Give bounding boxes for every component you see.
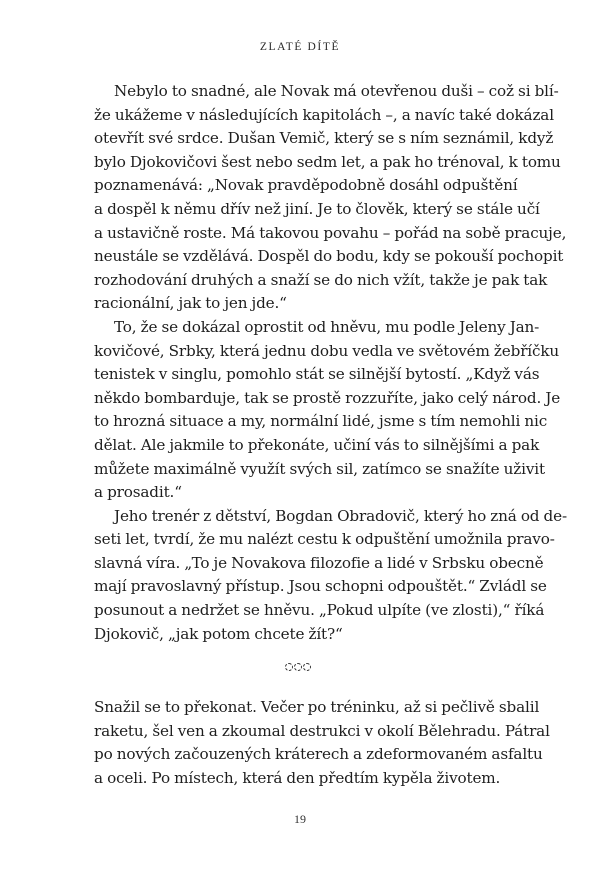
paragraph [94,316,561,505]
text-line: Djokovič, „jak potom chcete žít?“ [94,624,343,643]
section-break [94,646,502,688]
text-line: po nových začouzených kráterech a zdeformovaném asfaltu [94,745,543,764]
text-line: a oceli. Po místech, která den předtím kypěla životem. [94,769,501,788]
text-line: to hrozná situace a my, normální lidé, jsme s tím nemohli nic [94,412,548,431]
running-head: ZLATÉ DÍTĚ [259,41,341,53]
page-number: 19 [294,812,306,826]
text-line: To, že se dokázal oprostit od hněvu, mu podle Jeleny Jan- [114,317,540,336]
text-line: otevřít své srdce. Dušan Vemič, který se s ním seznámil, když [94,129,554,148]
text-line: rozhodování druhých a snaží se do nich vžít, takže je pak tak [94,270,548,289]
text-line: neustále se vzdělává. Dospěl do bodu, kdy se pokouší pochopit [94,247,564,266]
text-line: kovičové, Srbky, která jednu dobu vedla ve světovém žebříčku [94,341,560,360]
text-line: a dospěl k němu dřív než jiní. Je to člověk, který se stále učí [94,199,540,218]
text-line: a prosadit.“ [94,483,182,502]
text-line: tenistek v singlu, pomohlo stát se silnější bytostí. „Když vás [94,365,540,384]
text-line: poznamenává: „Novak pravděpodobně dosáhl odpuštění [94,176,518,195]
text-line: posunout a nedržet se hněvu. „Pokud ulpíte (ve zlosti),“ říká [94,601,545,620]
text-line: Snažil se to překonat. Večer po tréninku, až si pečlivě sbalil [94,698,540,717]
paragraph [94,696,550,790]
text-line: seti let, tvrdí, že mu nalézt cestu k odpuštění umožnila pravo- [94,530,555,549]
text-line: někdo bombarduje, tak se prostě rozzuříte, jako celý národ. Je [94,388,561,407]
text-line: můžete maximálně využít svých sil, zatímco se snažíte uživit [94,459,545,478]
text-line: racionální, jak to jen jde.“ [94,294,287,313]
text-line: Jeho trenér z dětství, Bogdan Obradovič, který ho zná od de- [114,506,567,525]
body-text [94,80,567,791]
ornament-circle-icon [303,663,311,671]
text-line: dělat. Ale jakmile to překonáte, učiní vás to silnějšími a pak [94,435,540,454]
spacer [94,688,502,696]
ornament-circle-icon [294,663,302,671]
text-line: bylo Djokovičovi šest nebo sedm let, a pak ho trénoval, k tomu [94,152,561,171]
paragraph [94,505,567,647]
text-line: a ustavičně roste. Má takovou povahu – pořád na sobě pracuje, [94,223,567,242]
ornament-circle-icon [285,663,293,671]
text-line: že ukážeme v následujících kapitolách –, a navíc také dokázal [94,105,554,124]
text-line: slavná víra. „To je Novakova filozofie a lidé v Srbsku obecně [94,553,544,572]
paragraph [94,80,567,316]
text-line: Nebylo to snadné, ale Novak má otevřenou duši – což si blí- [114,82,559,100]
text-line: raketu, šel ven a zkoumal destrukci v okolí Bělehradu. Pátral [94,721,550,740]
text-line: mají pravoslavný přístup. Jsou schopni odpouštět.“ Zvládl se [94,577,547,596]
